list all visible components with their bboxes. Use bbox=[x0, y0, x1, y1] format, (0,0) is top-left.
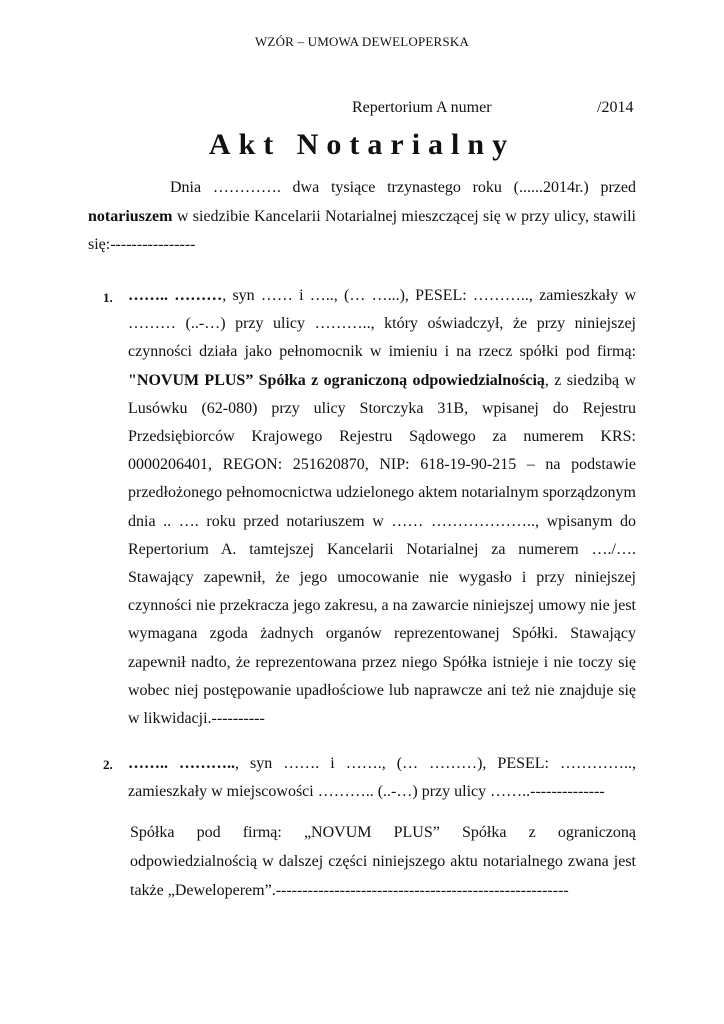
list-number-1: 1. bbox=[103, 290, 113, 305]
repertorium-year: /2014 bbox=[597, 99, 634, 116]
list-item-2 bbox=[128, 750, 636, 806]
item2-name-placeholder: …….. ……….. bbox=[128, 755, 236, 772]
item1-company-name: "NOVUM PLUS” Spółka z ograniczoną odpowiedzialnością bbox=[128, 371, 545, 389]
repertorium-label: Repertorium A numer bbox=[352, 99, 492, 116]
intro-text-2: w siedzibie Kancelarii Notarialnej mieszczącej się w przy ulicy, stawili się:---------------- bbox=[88, 207, 636, 253]
intro-paragraph bbox=[88, 174, 636, 260]
document-header: WZÓR – UMOWA DEWELOPERSKA bbox=[254, 34, 470, 49]
closing-paragraph: Spółka pod firmą: „NOVUM PLUS” Spółka z ograniczoną odpowiedzialnością w dalszej części niniejszego aktu notarialnego zwana jest także „Deweloperem”.------------------------------------------------------- bbox=[130, 824, 636, 899]
item1-name-placeholder: …….. ……… bbox=[128, 287, 223, 304]
document-title: Akt Notarialny bbox=[208, 128, 516, 161]
list-number-2: 2. bbox=[103, 757, 113, 772]
list-item-1 bbox=[128, 282, 636, 733]
item1-text-2: , z siedzibą w Lusówku (62-080) przy ulicy Storczyka 31B, wpisanej do Rejestru Przedsiębiorców Krajowego Rejestru Sądowego za numerem KRS: 0000206401, REGON: 251620870, NIP: 618-19-90-215 – na podstawie przedłożonego pełnomocnictwa udzielonego aktem notarialnym sporządzonym dnia .. …. roku przed notariuszem w …… ……………….., wpisanym do Repertorium A. tamtejszej Kancelarii Notarialnej za numerem …./…. Stawający zapewnił, że jego umocowanie nie wygasło i przy niniejszej czynności nie przekracza jego zakresu, a na zawarcie niniejszej umowy nie jest wymagana zgoda żadnych organów reprezentowanej Spółki. Stawający zapewnił nadto, że reprezentowana przez niego Spółka istnieje i nie toczy się wobec niej postępowanie upadłościowe lub naprawcze ani też nie znajduje się w likwidacji.---------- bbox=[128, 371, 637, 728]
intro-text-1: Dnia …………. dwa tysiące trzynastego roku (......2014r.) przed bbox=[170, 179, 636, 196]
intro-bold-notary: notariuszem bbox=[88, 207, 173, 225]
item1-text-1: , syn …… i ….., (… …...), PESEL: ……….., zamieszkały w ……… (..-…) przy ulicy ……….., który oświadczył, że przy niniejszej czynności działa jako pełnomocnik w imieniu i na rzecz spółki pod firmą: bbox=[128, 287, 637, 361]
item2-text-1: , syn ……. i ……., (… ………), PESEL: ………….., zamieszkały w miejscowości ……….. (..-…) przy ulicy ……..-------------- bbox=[128, 755, 637, 801]
